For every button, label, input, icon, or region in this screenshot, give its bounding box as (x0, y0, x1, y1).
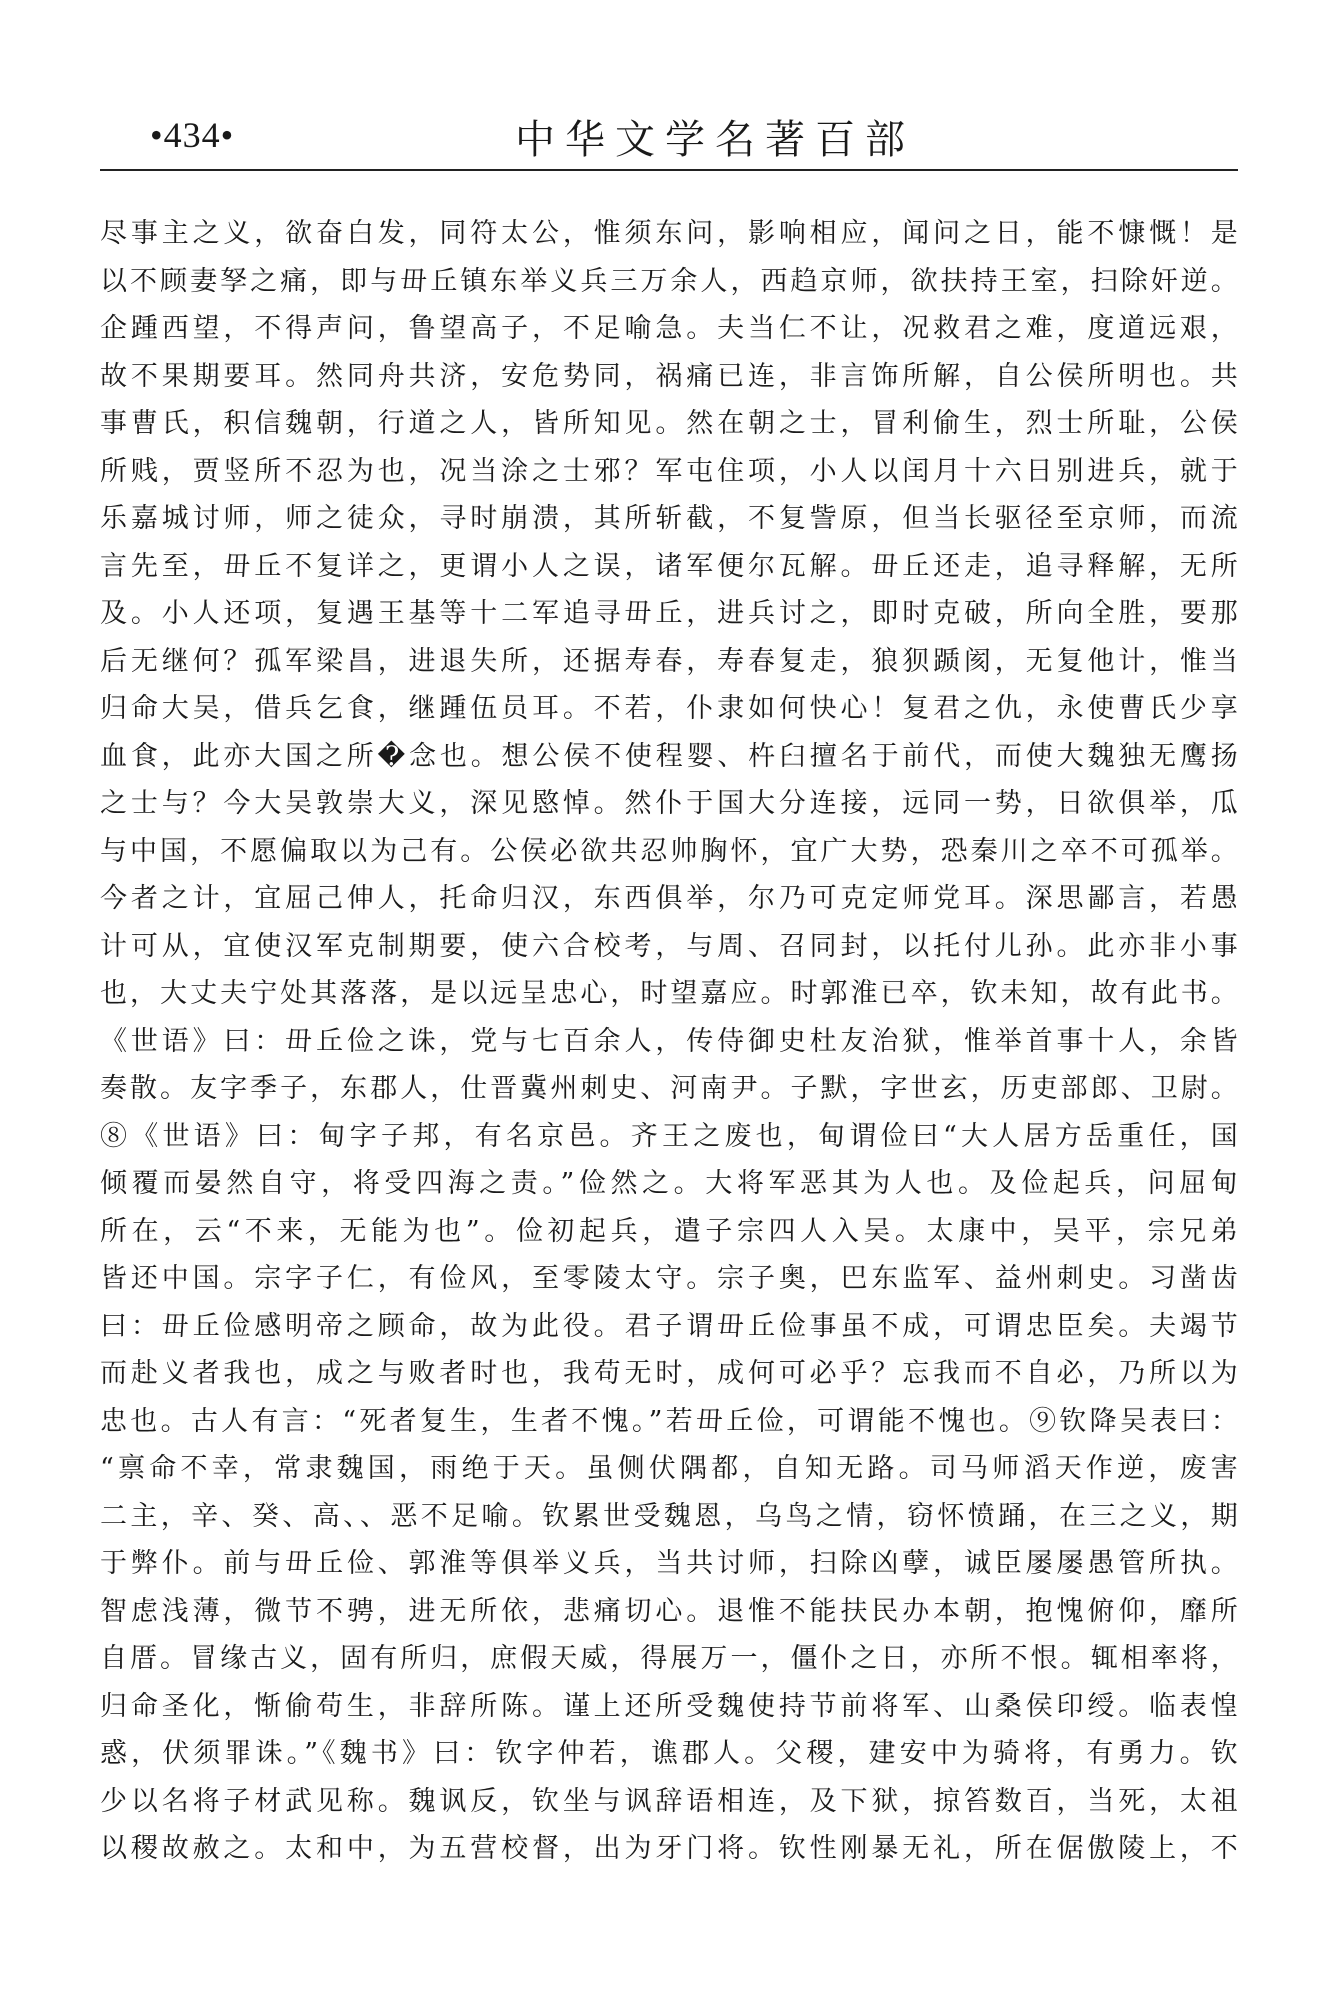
text-line: 言先至，毌丘不复详之，更谓小人之误，诸军便尔瓦解。毌丘还走，追寻释解，无所 (100, 550, 1238, 582)
text-line: 皆还中国。宗字子仁，有俭风，至零陵太守。宗子奥，巴东监军、益州刺史。习凿齿 (100, 1263, 1238, 1294)
text-line: 故不果期要耳。然同舟共济，安危势同，祸痛已连，非言饰所解，自公侯所明也。共 (100, 360, 1238, 392)
header-rule (100, 169, 1238, 171)
text-line: 也，大丈夫宁处其落落，是以远呈忠心，时望嘉应。时郭淮已卒，钦未知，故有此书。 (100, 978, 1238, 1009)
text-line: 归命圣化，惭偷苟生，非辞所陈。谨上还所受魏使持节前将军、山桑侯印绶。临表惶 (100, 1690, 1238, 1722)
text-line: 曰：毌丘俭感明帝之顾命，故为此役。君子谓毌丘俭事虽不成，可谓忠臣矣。夫竭节 (100, 1310, 1238, 1342)
text-line: “禀命不幸，常隶魏国，雨绝于天。虽侧伏隅都，自知无路。司马师滔天作逆，废害 (100, 1453, 1238, 1484)
text-line: ⑧《世语》曰：甸字子邦，有名京邑。齐王之废也，甸谓俭曰“大人居方岳重任，国 (100, 1120, 1238, 1152)
text-line: 血食，此亦大国之所�念也。想公侯不使程婴、杵臼擅名于前代，而使大魏独无鹰扬 (100, 740, 1238, 772)
text-line: 事曹氏，积信魏朝，行道之人，皆所知见。然在朝之士，冒利偷生，烈士所耻，公侯 (100, 408, 1238, 439)
text-line: 所贱，贾竖所不忍为也，况当涂之士邪？军屯住项，小人以闰月十六日别进兵，就于 (100, 455, 1238, 487)
text-line: 乐嘉城讨师，师之徒众，寻时崩溃，其所斩截，不复訾原，但当长驱径至京师，而流 (100, 503, 1238, 534)
page-number: •434• (150, 115, 235, 155)
text-line: 计可从，宜使汉军克制期要，使六合校考，与周、召同封，以托付儿孙。此亦非小事 (100, 930, 1238, 962)
text-line: 奏散。友字季子，东郡人，仕晋冀州刺史、河南尹。子默，字世玄，历吏部郎、卫尉。 (100, 1073, 1238, 1104)
text-line: 尽事主之义，欲奋白发，同符太公，惟须东问，影响相应，闻问之日，能不慷慨！是 (100, 218, 1238, 249)
text-line: 之士与？今大吴敦崇大义，深见愍悼。然仆于国大分连接，远同一势，日欲俱举，瓜 (100, 788, 1238, 819)
text-line: 智虑浅薄，微节不骋，进无所依，悲痛切心。退惟不能扶民办本朝，抱愧俯仰，靡所 (100, 1595, 1238, 1627)
text-line: 以不顾妻孥之痛，即与毌丘镇东举义兵三万余人，西趋京师，欲扶持王室，扫除奸逆。 (100, 265, 1238, 297)
text-line: 以稷故赦之。太和中，为五营校督，出为牙门将。钦性刚暴无礼，所在倨傲陵上，不 (100, 1833, 1238, 1864)
book-title: 中华文学名著百部 (515, 117, 915, 163)
text-line: 后无继何？孤军梁昌，进退失所，还据寿春，寿春复走，狼狈踬阂，无复他计，惟当 (100, 645, 1238, 677)
text-line: 而赴义者我也，成之与败者时也，我苟无时，成何可必乎？忘我而不自必，乃所以为 (100, 1358, 1238, 1389)
text-line: 企踵西望，不得声问，鲁望高子，不足喻急。夫当仁不让，况救君之难，度道远艰， (100, 313, 1238, 344)
text-line: 二主，辛、癸、高、、恶不足喻。钦累世受魏恩，乌鸟之情，窃怀愤踊，在三之义，期 (100, 1500, 1238, 1532)
text-line: 所在，云“不来，无能为也”。俭初起兵，遣子宗四人入吴。太康中，吴平，宗兄弟 (100, 1215, 1238, 1247)
text-line: 于弊仆。前与毌丘俭、郭淮等俱举义兵，当共讨师，扫除凶孽，诚臣屡屡愚管所执。 (100, 1548, 1238, 1579)
text-line: 今者之计，宜屈己伸人，托命归汉，东西俱举，尔乃可克定师党耳。深思鄙言，若愚 (100, 883, 1238, 914)
text-line: 自厝。冒缘古义，固有所归，庶假天威，得展万一，僵仆之日，亦所不恨。辄相率将， (100, 1643, 1238, 1674)
text-line: 倾覆而晏然自守，将受四海之责。”俭然之。大将军恶其为人也。及俭起兵，问屈甸 (100, 1168, 1238, 1199)
body-text (100, 210, 1238, 1873)
text-line: 归命大吴，借兵乞食，继踵伍员耳。不若，仆隶如何快心！复君之仇，永使曹氏少享 (100, 693, 1238, 724)
text-line: 与中国，不愿偏取以为己有。公侯必欲共忍帅胸怀，宜广大势，恐秦川之卒不可孤举。 (100, 835, 1238, 867)
text-line: 少以名将子材武见称。魏讽反，钦坐与讽辞语相连，及下狱，掠笞数百，当死，太祖 (100, 1785, 1238, 1817)
text-line: 忠也。古人有言：“死者复生，生者不愧。”若毌丘俭，可谓能不愧也。⑨钦降吴表曰： (100, 1405, 1238, 1437)
text-line: 及。小人还项，复遇王基等十二军追寻毌丘，进兵讨之，即时克破，所向全胜，要那 (100, 598, 1238, 629)
text-line: 惑，伏须罪诛。”《魏书》曰：钦字仲若，谯郡人。父稷，建安中为骑将，有勇力。钦 (100, 1738, 1238, 1769)
text-line: 《世语》曰：毌丘俭之诛，党与七百余人，传侍御史杜友治狱，惟举首事十人，余皆 (100, 1025, 1238, 1057)
page-header (100, 108, 1238, 168)
